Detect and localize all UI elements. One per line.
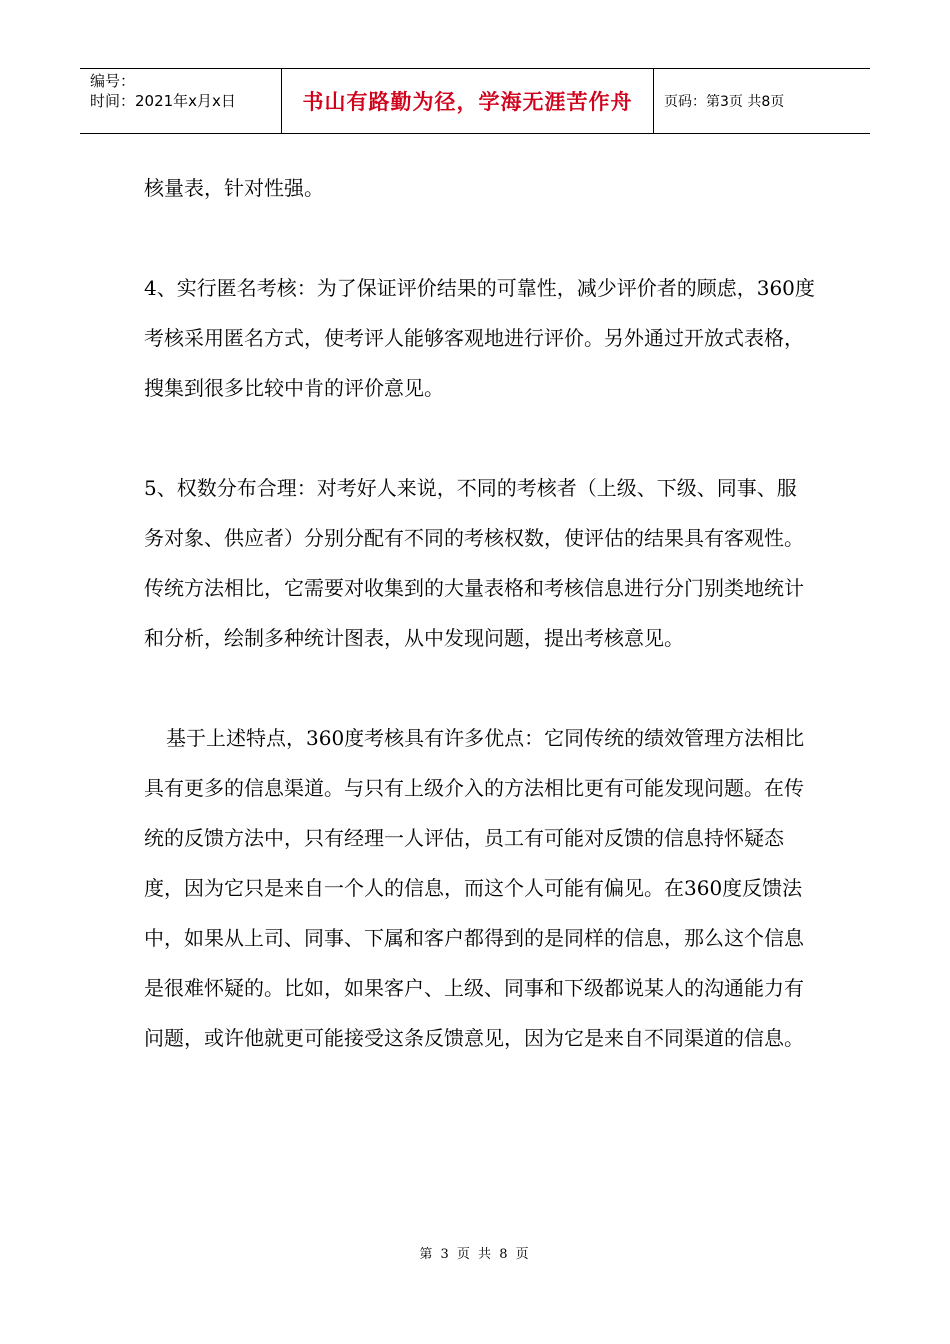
paragraph-gap [144,413,816,463]
paragraph-3: 5、权数分布合理：对考好人来说，不同的考核者（上级、下级、同事、服务对象、供应者）分别分配有不同的考核权数，使评估的结果具有客观性。 [144,476,804,550]
paragraph-1: 核量表，针对性强。 [144,176,324,200]
document-body [144,163,816,1063]
document-time-label: 时间：2021年x月x日 [90,92,236,110]
paragraph-gap [144,213,816,263]
header-motto: 书山有路勤为径，学海无涯苦作舟 [302,90,633,114]
page-footer: 第 3 页 共 8 页 [419,1247,531,1262]
paragraph-2: 4、实行匿名考核：为了保证评价结果的可靠性，减少评价者的顾虑，360度考核采用匿名方式，使考评人能够客观地进行评价。另外通过开放式表格，搜集到很多比较中肯的评价意见。 [144,276,815,400]
paragraph-4: 传统方法相比，它需要对收集到的大量表格和考核信息进行分门别类地统计和分析，绘制多种统计图表，从中发现问题，提出考核意见。 [144,576,804,650]
header-motto-cell [282,69,654,133]
header-meta-cell [80,69,282,133]
paragraph-gap [144,663,816,713]
paragraph-5: 基于上述特点，360度考核具有许多优点：它同传统的绩效管理方法相比具有更多的信息渠道。与只有上级介入的方法相比更有可能发现问题。在传统的反馈方法中，只有经理一人评估，员工有可能对反馈的信息持怀疑态度，因为它只是来自一个人的信息，而这个人可能有偏见。在360度反馈法中，如果从上司、同事、下属和客户都得到的是同样的信息，那么这个信息是很难怀疑的。比如，如果客户、上级、同事和下级都说某人的沟通能力有问题，或许他就更可能接受这条反馈意见，因为它是来自不同渠道的信息。 [144,726,805,1050]
header-page-label: 页码：第3页 共8页 [664,94,785,110]
header-page-cell [654,69,870,133]
page-header [80,68,870,134]
document-number-label: 编号： [90,72,136,90]
